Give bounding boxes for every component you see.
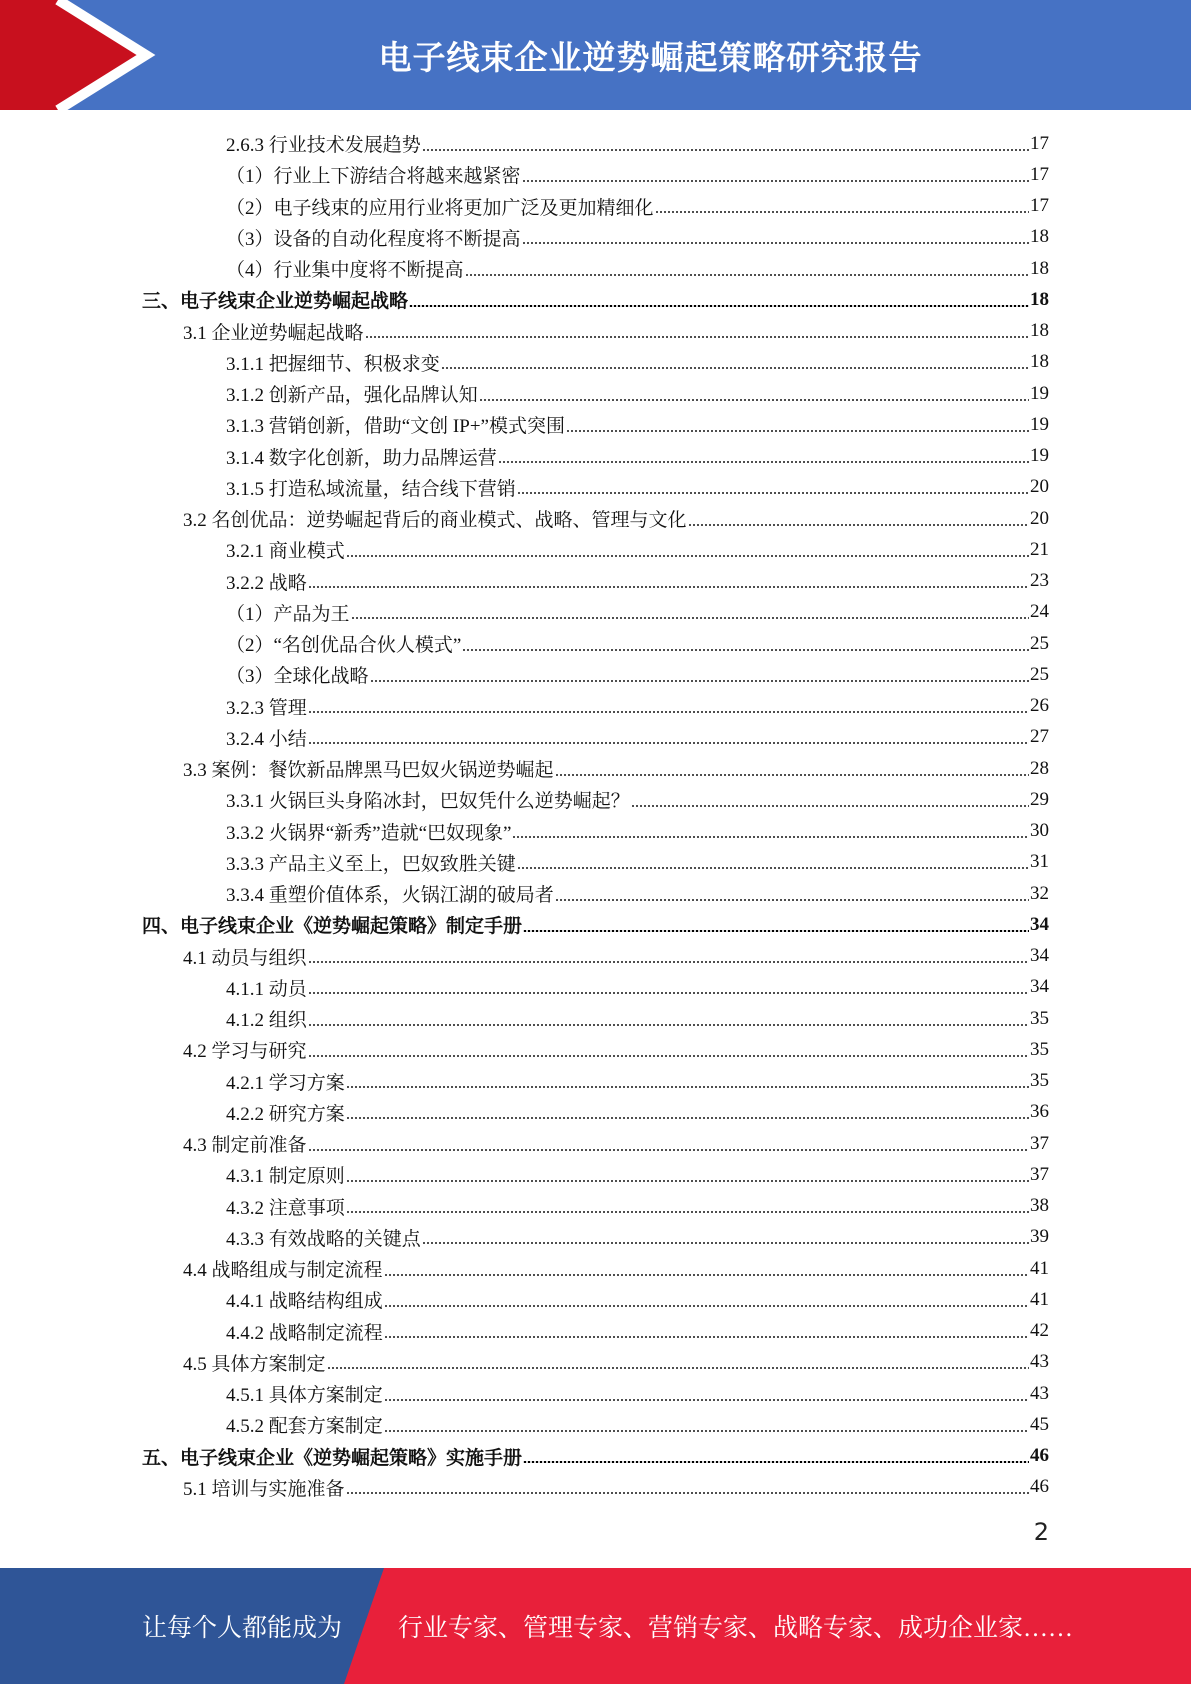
- toc-entry-page: 20: [1030, 476, 1049, 498]
- toc-entry[interactable]: [183, 941, 1049, 972]
- toc-entry-title: （1）行业上下游结合将越来越紧密: [226, 166, 521, 188]
- toc-leader-dots: [308, 586, 1029, 588]
- toc-leader-dots: [422, 149, 1029, 151]
- toc-entry-title: （4）行业集中度将不断提高: [226, 260, 464, 281]
- toc-entry-page: 34: [1030, 976, 1049, 998]
- toc-entry-title: 5.1 培训与实施准备: [183, 1478, 345, 1500]
- toc-leader-dots: [566, 430, 1029, 432]
- toc-entry[interactable]: [142, 284, 1049, 315]
- toc-entry-page: 18: [1030, 351, 1049, 373]
- toc-entry-title: 4.1 动员与组织: [183, 947, 307, 969]
- toc-entry-page: 37: [1030, 1132, 1049, 1154]
- toc-entry-title: 4.5.2 配套方案制定: [226, 1416, 383, 1438]
- toc-entry[interactable]: [226, 816, 1049, 847]
- toc-leader-dots: [308, 711, 1029, 713]
- toc-leader-dots: [688, 524, 1029, 526]
- toc-entry-title: 3.1.4 数字化创新，助力品牌运营: [226, 447, 497, 469]
- toc-entry-page: 46: [1030, 1445, 1049, 1466]
- toc-entry-title: 4.3.2 注意事项: [226, 1197, 345, 1219]
- toc-leader-dots: [308, 742, 1029, 744]
- toc-entry-page: 46: [1030, 1476, 1049, 1498]
- footer-slogan-right: 行业专家、管理专家、营销专家、战略专家、成功企业家……: [398, 1615, 1074, 1642]
- toc-leader-dots: [522, 180, 1029, 182]
- toc-entry-page: 30: [1030, 820, 1049, 841]
- toc-entry-title: 4.4.2 战略制定流程: [226, 1322, 383, 1344]
- toc-entry[interactable]: [183, 1128, 1049, 1159]
- toc-entry[interactable]: [183, 503, 1049, 534]
- toc-entry-title: 3.3 案例：餐饮新品牌黑马巴奴火锅逆势崛起: [183, 760, 554, 781]
- toc-entry-title: 3.2 名创优品：逆势崛起背后的商业模式、战略、管理与文化: [183, 510, 687, 531]
- toc-entry-title: 4.2.1 学习方案: [226, 1072, 345, 1094]
- toc-leader-dots: [346, 1211, 1029, 1213]
- toc-entry-title: 3.3.1 火锅巨头身陷冰封，巴奴凭什么逆势崛起？: [226, 791, 630, 813]
- toc-entry-page: 43: [1030, 1351, 1049, 1373]
- toc-entry-page: 43: [1030, 1382, 1049, 1404]
- toc-entry-page: 17: [1030, 132, 1049, 154]
- toc-entry-title: 4.1.2 组织: [226, 1010, 307, 1031]
- toc-entry-page: 41: [1030, 1288, 1049, 1310]
- footer-slogan-left: 让每个人都能成为: [142, 1615, 343, 1642]
- toc-leader-dots: [308, 961, 1029, 963]
- toc-entry[interactable]: [226, 253, 1049, 284]
- toc-entry-page: 17: [1030, 195, 1049, 216]
- toc-leader-dots: [346, 1086, 1029, 1088]
- toc-entry-title: （3）全球化战略: [226, 666, 369, 688]
- toc-entry-page: 25: [1030, 632, 1049, 654]
- toc-entry-page: 27: [1030, 726, 1049, 748]
- toc-leader-dots: [308, 992, 1029, 994]
- toc-entry-title: 4.5.1 具体方案制定: [226, 1385, 383, 1406]
- toc-entry[interactable]: [226, 159, 1049, 190]
- toc-entry-page: 25: [1030, 663, 1049, 685]
- toc-leader-dots: [308, 1024, 1029, 1026]
- toc-entry-title: 4.2 学习与研究: [183, 1041, 307, 1063]
- toc-entry-page: 35: [1030, 1007, 1049, 1029]
- toc-entry[interactable]: [226, 972, 1049, 1003]
- toc-entry-page: 34: [1030, 945, 1049, 966]
- toc-entry-page: 39: [1030, 1226, 1049, 1248]
- toc-leader-dots: [523, 930, 1029, 932]
- toc-entry-page: 20: [1030, 507, 1049, 529]
- toc-entry-title: 3.2.2 战略: [226, 572, 307, 594]
- toc-entry-title: （2）“名创优品合伙人模式”: [226, 635, 462, 656]
- toc-entry-page: 19: [1030, 445, 1049, 466]
- toc-entry[interactable]: [226, 566, 1049, 597]
- toc-entry-title: 3.2.1 商业模式: [226, 541, 345, 563]
- toc-entry-page: 41: [1030, 1257, 1049, 1279]
- toc-leader-dots: [522, 242, 1029, 244]
- toc-entry[interactable]: [226, 222, 1049, 253]
- toc-entry[interactable]: [226, 597, 1049, 628]
- toc-leader-dots: [517, 867, 1029, 869]
- toc-entry[interactable]: [226, 1003, 1049, 1034]
- toc-leader-dots: [512, 836, 1029, 838]
- toc-entry-title: （3）设备的自动化程度将不断提高: [226, 228, 521, 250]
- toc-entry-title: 4.4.1 战略结构组成: [226, 1291, 383, 1313]
- page-footer: [0, 1568, 1191, 1684]
- toc-entry-title: 3.3.2 火锅界“新秀”造就“巴奴现象”: [226, 822, 512, 844]
- toc-entry[interactable]: [226, 691, 1049, 722]
- toc-entry[interactable]: [226, 1097, 1049, 1128]
- toc-leader-dots: [631, 805, 1029, 807]
- toc-entry-title: （1）产品为王: [226, 603, 350, 625]
- toc-entry-page: 18: [1030, 320, 1049, 341]
- toc-entry-title: 3.1.5 打造私域流量，结合线下营销: [226, 478, 516, 500]
- toc-leader-dots: [384, 1399, 1029, 1401]
- toc-entry-page: 34: [1030, 913, 1049, 935]
- toc-entry-page: 19: [1030, 413, 1049, 435]
- toc-entry-page: 29: [1030, 788, 1049, 810]
- toc-entry[interactable]: [183, 1347, 1049, 1378]
- toc-entry[interactable]: [226, 1222, 1049, 1253]
- toc-leader-dots: [523, 1461, 1029, 1463]
- toc-entry[interactable]: [142, 1441, 1049, 1472]
- toc-entry-page: 18: [1030, 226, 1049, 248]
- toc-entry[interactable]: [183, 1472, 1049, 1503]
- toc-leader-dots: [555, 774, 1029, 776]
- toc-entry-title: 3.1.2 创新产品，强化品牌认知: [226, 385, 478, 406]
- toc-entry[interactable]: [142, 909, 1049, 940]
- toc-entry[interactable]: [226, 628, 1049, 659]
- toc-leader-dots: [498, 461, 1029, 463]
- toc-entry[interactable]: [226, 409, 1049, 440]
- toc-entry[interactable]: [226, 1378, 1049, 1409]
- toc-entry[interactable]: [226, 128, 1049, 159]
- toc-entry-title: 3.2.3 管理: [226, 697, 307, 719]
- toc-entry-title: 三、电子线束企业逆势崛起战略: [142, 291, 409, 313]
- toc-entry-title: 4.1.1 动员: [226, 978, 307, 1000]
- toc-entry-page: 24: [1030, 601, 1049, 623]
- toc-leader-dots: [517, 492, 1029, 494]
- toc-entry[interactable]: [226, 1191, 1049, 1222]
- toc-entry-page: 21: [1030, 538, 1049, 560]
- toc-leader-dots: [346, 1492, 1029, 1494]
- toc-leader-dots: [327, 1367, 1029, 1369]
- toc-leader-dots: [555, 899, 1029, 901]
- toc-entry[interactable]: [226, 878, 1049, 909]
- toc-leader-dots: [365, 336, 1029, 338]
- toc-leader-dots: [409, 305, 1029, 307]
- toc-entry-page: 38: [1030, 1195, 1049, 1216]
- toc-entry-title: 3.3.4 重塑价值体系，火锅江湖的破局者: [226, 885, 554, 906]
- toc-entry-page: 35: [1030, 1038, 1049, 1060]
- report-title: 电子线束企业逆势崛起策略研究报告: [378, 37, 923, 77]
- toc-leader-dots: [465, 274, 1029, 276]
- toc-entry-title: 3.1.3 营销创新，借助“文创 IP+”模式突围: [226, 416, 565, 438]
- toc-entry-page: 23: [1030, 570, 1049, 591]
- toc-entry-page: 18: [1030, 257, 1049, 279]
- toc-entry[interactable]: [226, 1316, 1049, 1347]
- toc-leader-dots: [441, 367, 1029, 369]
- toc-entry[interactable]: [226, 472, 1049, 503]
- toc-entry-page: 45: [1030, 1413, 1049, 1435]
- toc-entry[interactable]: [226, 722, 1049, 753]
- toc-entry-page: 28: [1030, 757, 1049, 779]
- toc-entry-page: 42: [1030, 1320, 1049, 1341]
- toc-entry[interactable]: [226, 1284, 1049, 1315]
- toc-entry-title: 4.3.1 制定原则: [226, 1166, 345, 1188]
- toc-entry[interactable]: [183, 753, 1049, 784]
- toc-entry[interactable]: [226, 784, 1049, 815]
- toc-entry[interactable]: [226, 441, 1049, 472]
- toc-entry[interactable]: [226, 659, 1049, 690]
- toc-entry-page: 32: [1030, 882, 1049, 904]
- toc-leader-dots: [346, 1180, 1029, 1182]
- toc-entry[interactable]: [226, 1409, 1049, 1440]
- toc-leader-dots: [384, 1274, 1029, 1276]
- toc-entry-title: 4.4 战略组成与制定流程: [183, 1260, 383, 1281]
- toc-leader-dots: [384, 1305, 1029, 1307]
- toc-entry-title: 3.3.3 产品主义至上，巴奴致胜关键: [226, 853, 516, 875]
- toc-leader-dots: [351, 617, 1029, 619]
- toc-entry-page: 17: [1030, 163, 1049, 185]
- toc-leader-dots: [346, 555, 1029, 557]
- toc-entry-title: 3.1.1 把握细节、积极求变: [226, 353, 440, 375]
- toc-leader-dots: [422, 1242, 1029, 1244]
- toc-entry-title: 五、电子线束企业《逆势崛起策略》实施手册: [142, 1447, 523, 1469]
- toc-leader-dots: [384, 1430, 1029, 1432]
- toc-leader-dots: [479, 399, 1029, 401]
- page-header: [0, 0, 1191, 110]
- toc-entry-title: 3.1 企业逆势崛起战略: [183, 322, 364, 344]
- toc-entry[interactable]: [226, 847, 1049, 878]
- toc-leader-dots: [370, 680, 1029, 682]
- toc-leader-dots: [655, 211, 1029, 213]
- toc-leader-dots: [384, 1336, 1029, 1338]
- toc-entry-page: 36: [1030, 1101, 1049, 1123]
- toc-entry[interactable]: [226, 1066, 1049, 1097]
- toc-entry[interactable]: [183, 1253, 1049, 1284]
- toc-entry[interactable]: [226, 191, 1049, 222]
- toc-leader-dots: [308, 1055, 1029, 1057]
- toc-leader-dots: [308, 1149, 1029, 1151]
- toc-entry-page: 18: [1030, 288, 1049, 310]
- toc-entry[interactable]: [226, 534, 1049, 565]
- toc-entry-page: 37: [1030, 1163, 1049, 1185]
- toc-entry-page: 26: [1030, 695, 1049, 716]
- toc-entry-page: 19: [1030, 382, 1049, 404]
- toc-entry-title: 4.5 具体方案制定: [183, 1353, 326, 1375]
- toc-entry-title: （2）电子线束的应用行业将更加广泛及更加精细化: [226, 197, 654, 219]
- toc-entry[interactable]: [183, 1034, 1049, 1065]
- toc-entry[interactable]: [226, 378, 1049, 409]
- page-number: 2: [1033, 1518, 1049, 1546]
- toc-entry[interactable]: [226, 347, 1049, 378]
- toc-entry-title: 4.3.3 有效战略的关键点: [226, 1228, 421, 1250]
- toc-entry[interactable]: [226, 1159, 1049, 1190]
- toc-entry-title: 4.3 制定前准备: [183, 1135, 307, 1156]
- toc-entry-title: 四、电子线束企业《逆势崛起策略》制定手册: [142, 916, 523, 938]
- toc-entry-title: 4.2.2 研究方案: [226, 1103, 345, 1125]
- toc-entry-page: 31: [1030, 851, 1049, 873]
- toc-leader-dots: [462, 649, 1029, 651]
- toc-entry-title: 3.2.4 小结: [226, 728, 307, 750]
- toc-entry-title: 2.6.3 行业技术发展趋势: [226, 135, 421, 156]
- toc-leader-dots: [346, 1117, 1029, 1119]
- toc-entry[interactable]: [183, 316, 1049, 347]
- toc-entry-page: 35: [1030, 1070, 1049, 1091]
